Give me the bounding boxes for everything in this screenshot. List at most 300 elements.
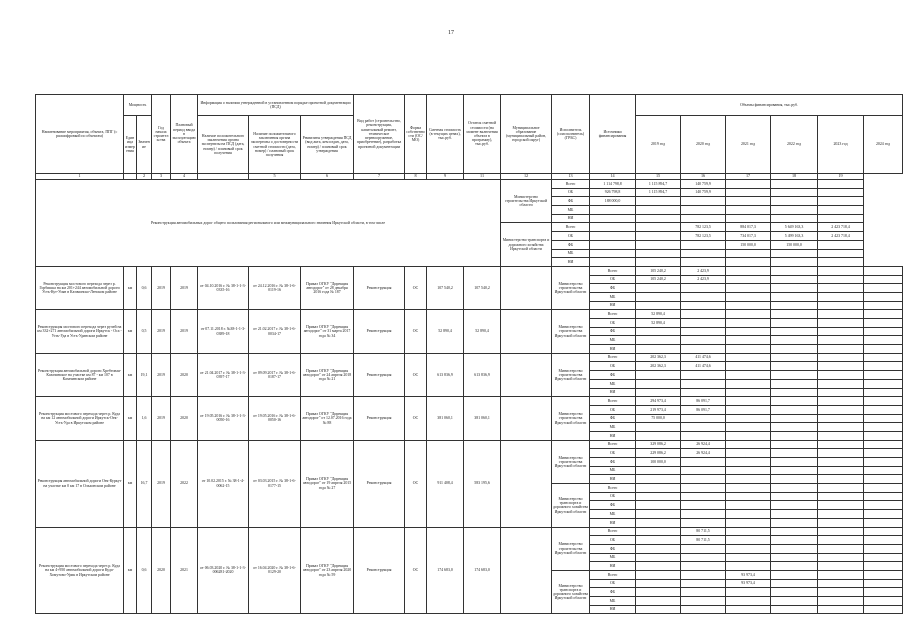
- work-type: Реконструкция: [354, 397, 405, 440]
- psd-approval: Приказ ОГКУ "Дирекция автодорог" от 23 апреля 2020 года № 59: [301, 527, 354, 614]
- page-number: 17: [448, 30, 454, 36]
- value-cell: [864, 458, 903, 467]
- value-cell: [681, 423, 726, 432]
- value-cell: 93 973,4: [726, 579, 771, 588]
- value-cell: [771, 466, 818, 475]
- value-cell: [681, 336, 726, 345]
- value-cell: 80 711,5: [681, 536, 726, 545]
- value-cell: [681, 379, 726, 388]
- value-cell: [726, 336, 771, 345]
- value-cell: [636, 431, 681, 440]
- expert-cost-conclusion: от 21.02.2017 г. № 38-1-6-0034-17: [249, 310, 301, 353]
- municipal-cell: [501, 353, 552, 396]
- value-cell: [681, 292, 726, 301]
- source-cell: ОБ: [590, 579, 636, 588]
- value-cell: [636, 492, 681, 501]
- source-cell: МБ: [590, 466, 636, 475]
- source-cell: ФБ: [590, 414, 636, 423]
- expert-conclusion: от 04.10.2016 г. № 38-1-1-3-0335-16: [198, 266, 249, 309]
- col-index: 1: [36, 174, 124, 180]
- value-cell: [864, 345, 903, 354]
- value-cell: [818, 579, 864, 588]
- value-cell: [681, 388, 726, 397]
- power-unit: км: [124, 440, 137, 527]
- value-cell: [636, 284, 681, 293]
- value-cell: [818, 284, 864, 293]
- source-cell: ОБ: [590, 405, 636, 414]
- value-cell: [864, 292, 903, 301]
- value-cell: [636, 475, 681, 484]
- value-cell: [681, 414, 726, 423]
- source-cell: Всего: [552, 180, 590, 189]
- value-cell: 140 759,9: [681, 188, 726, 197]
- value-cell: [818, 249, 864, 258]
- value-cell: [818, 423, 864, 432]
- col-index: 9: [427, 174, 464, 180]
- value-cell: [681, 345, 726, 354]
- value-cell: 140 759,9: [681, 180, 726, 189]
- value-cell: [864, 570, 903, 579]
- municipal-cell: [501, 310, 552, 353]
- value-cell: [864, 371, 903, 380]
- object-name: Реконструкция автомобильной дороги Хребтовая-Казачинское на участке км 87 - км 107 в Казачинском районе: [36, 353, 124, 396]
- expert-cost-conclusion: от 24.12.2016 г. № 38-1-6-0119-16: [249, 266, 301, 309]
- cost-balance: 613 836,9: [464, 353, 501, 396]
- source-cell: ФБ: [590, 371, 636, 380]
- value-cell: [636, 292, 681, 301]
- year-start: 2019: [152, 440, 171, 527]
- value-cell: [818, 292, 864, 301]
- value-cell: [818, 588, 864, 597]
- cost-balance: 107 540,2: [464, 266, 501, 309]
- value-cell: [864, 319, 903, 328]
- value-cell: [726, 553, 771, 562]
- value-cell: [864, 379, 903, 388]
- value-cell: [818, 319, 864, 328]
- table-row: [36, 353, 903, 362]
- hdr-approval: Реквизиты утверждения ПСД (вид акта, кем издан, дата, номер) / плановый срок утверждения: [301, 116, 354, 174]
- hdr-name: Наименование мероприятия, объекта, ППГ (с расшифровкой по объектам): [36, 95, 124, 174]
- value-cell: [681, 475, 726, 484]
- value-cell: [771, 180, 818, 189]
- col-index: 2: [137, 174, 152, 180]
- expert-conclusion: от 10.02.2015 г. № 38-1-4-0062-15: [198, 440, 249, 527]
- hdr-power: Мощность: [124, 95, 152, 116]
- value-cell: [771, 310, 818, 319]
- hdr-source: Источники финансирования: [590, 95, 636, 174]
- work-type: Реконструкция: [354, 266, 405, 309]
- commission-year: 2022: [171, 440, 198, 527]
- value-cell: [726, 605, 771, 614]
- value-cell: [636, 371, 681, 380]
- col-index: 3: [152, 174, 171, 180]
- value-cell: [636, 379, 681, 388]
- expert-cost-conclusion: от 09.09.2017 г. № 38-1-6-0187-17: [249, 353, 301, 396]
- value-cell: [636, 579, 681, 588]
- value-cell: [590, 249, 636, 258]
- col-index: 19: [818, 174, 864, 180]
- value-cell: [726, 544, 771, 553]
- value-cell: [636, 562, 681, 571]
- value-cell: [771, 327, 818, 336]
- value-cell: [818, 492, 864, 501]
- source-cell: МБ: [590, 423, 636, 432]
- value-cell: 411 474,6: [681, 362, 726, 371]
- value-cell: [864, 510, 903, 519]
- work-type: Реконструкция: [354, 353, 405, 396]
- value-cell: 1 115 894,7: [636, 180, 681, 189]
- value-cell: [726, 275, 771, 284]
- value-cell: [864, 553, 903, 562]
- value-cell: [818, 371, 864, 380]
- municipal-cell: [501, 527, 552, 614]
- value-cell: [726, 466, 771, 475]
- value-cell: [726, 249, 771, 258]
- value-cell: [681, 466, 726, 475]
- hdr-info-group: Информация о наличии утвержденной в установленном порядке проектной документации (ПСД): [198, 95, 354, 116]
- hdr-year-2021: 2021 год: [726, 116, 771, 174]
- source-cell: ФБ: [590, 588, 636, 597]
- ownership: ОС: [405, 266, 427, 309]
- value-cell: [636, 518, 681, 527]
- value-cell: [771, 345, 818, 354]
- value-cell: [818, 206, 864, 215]
- value-cell: 202 362,3: [636, 362, 681, 371]
- value-cell: [818, 440, 864, 449]
- value-cell: [636, 327, 681, 336]
- value-cell: [726, 527, 771, 536]
- value-cell: 2 423 718,4: [818, 223, 864, 232]
- value-cell: [636, 223, 681, 232]
- source-cell: МБ: [552, 206, 590, 215]
- value-cell: [771, 206, 818, 215]
- value-cell: [636, 544, 681, 553]
- value-cell: [636, 597, 681, 606]
- value-cell: 5 499 163,3: [771, 232, 818, 241]
- commission-year: 2019: [171, 266, 198, 309]
- value-cell: [681, 197, 726, 206]
- source-cell: МБ: [590, 510, 636, 519]
- source-cell: МБ: [590, 379, 636, 388]
- value-cell: [681, 240, 726, 249]
- value-cell: [726, 475, 771, 484]
- value-cell: 782 123,5: [681, 223, 726, 232]
- value-cell: [864, 275, 903, 284]
- hdr-year-2024: 2024 год: [864, 116, 903, 174]
- value-cell: [681, 562, 726, 571]
- value-cell: [681, 431, 726, 440]
- value-cell: [726, 371, 771, 380]
- value-cell: [590, 206, 636, 215]
- value-cell: [771, 518, 818, 527]
- value-cell: [818, 544, 864, 553]
- table-row: [36, 266, 903, 275]
- value-cell: [771, 544, 818, 553]
- cost-balance: 381 060,1: [464, 397, 501, 440]
- value-cell: [726, 440, 771, 449]
- value-cell: [771, 371, 818, 380]
- value-cell: [864, 431, 903, 440]
- value-cell: [681, 301, 726, 310]
- col-index: 13: [552, 174, 590, 180]
- value-cell: [681, 510, 726, 519]
- value-cell: [864, 440, 903, 449]
- value-cell: [726, 327, 771, 336]
- value-cell: [681, 371, 726, 380]
- hdr-year-2020: 2020 год: [681, 116, 726, 174]
- value-cell: [864, 310, 903, 319]
- work-type: Реконструкция: [354, 310, 405, 353]
- value-cell: [681, 605, 726, 614]
- value-cell: [771, 258, 818, 267]
- value-cell: [818, 527, 864, 536]
- hdr-balance: Остаток сметной стоимости (на момент включения объекта в программу), тыс.руб.: [464, 95, 501, 174]
- value-cell: [818, 484, 864, 493]
- value-cell: [771, 440, 818, 449]
- value-cell: [818, 570, 864, 579]
- value-cell: [864, 336, 903, 345]
- source-cell: ОБ: [590, 362, 636, 371]
- value-cell: [726, 458, 771, 467]
- value-cell: [771, 570, 818, 579]
- value-cell: [771, 449, 818, 458]
- financing-table: [35, 94, 903, 614]
- value-cell: [864, 579, 903, 588]
- value-cell: 86 091,7: [681, 405, 726, 414]
- value-cell: [636, 388, 681, 397]
- value-cell: [771, 605, 818, 614]
- value-cell: [681, 214, 726, 223]
- estimated-cost: 911 408,4: [427, 440, 464, 527]
- value-cell: 782 123,5: [681, 232, 726, 241]
- value-cell: [771, 510, 818, 519]
- value-cell: [818, 379, 864, 388]
- executor-cell: Министерство строительства Иркутской области: [552, 353, 590, 396]
- ownership: ОС: [405, 440, 427, 527]
- value-cell: [726, 214, 771, 223]
- value-cell: [771, 319, 818, 328]
- value-cell: [636, 536, 681, 545]
- value-cell: [726, 301, 771, 310]
- expert-cost-conclusion: от 16.04.2020 г. № 38-1-6-0129-20: [249, 527, 301, 614]
- table-row: [36, 440, 903, 449]
- hdr-power-value: Значение: [137, 116, 152, 174]
- col-index: 12: [501, 174, 552, 180]
- value-cell: [818, 605, 864, 614]
- value-cell: [636, 345, 681, 354]
- value-cell: [864, 518, 903, 527]
- value-cell: [771, 266, 818, 275]
- value-cell: [726, 206, 771, 215]
- value-cell: [636, 423, 681, 432]
- value-cell: [864, 362, 903, 371]
- source-cell: Всего: [552, 223, 590, 232]
- hdr-executor: Исполнитель (соисполнитель) (ГРБС): [552, 95, 590, 174]
- value-cell: 2 423,9: [681, 266, 726, 275]
- estimated-cost: 381 060,1: [427, 397, 464, 440]
- table-row: [36, 527, 903, 536]
- value-cell: 150 000,0: [771, 240, 818, 249]
- value-cell: [771, 362, 818, 371]
- source-cell: ОБ: [552, 232, 590, 241]
- value-cell: [818, 275, 864, 284]
- source-cell: МБ: [590, 336, 636, 345]
- value-cell: [636, 206, 681, 215]
- hdr-work-type: Вид работ (строительство, реконструкция, капитальный ремонт, техническое перевооружение, приобретение), разработка проектной документации: [354, 95, 405, 174]
- value-cell: 926 798,8: [590, 188, 636, 197]
- source-cell: МБ: [590, 292, 636, 301]
- value-cell: 26 924,4: [681, 440, 726, 449]
- value-cell: [681, 501, 726, 510]
- value-cell: [726, 353, 771, 362]
- value-cell: 105 240,2: [636, 266, 681, 275]
- object-name: Реконструкция мостового перехода через р. Куда на км 4+950 автомобильной дороги Куда-Хомутово-Урик в Иркутском районе: [36, 527, 124, 614]
- value-cell: [771, 475, 818, 484]
- value-cell: [771, 301, 818, 310]
- value-cell: [771, 597, 818, 606]
- value-cell: [864, 327, 903, 336]
- col-index: 7: [354, 174, 405, 180]
- source-cell: НИ: [590, 475, 636, 484]
- estimated-cost: 107 540,2: [427, 266, 464, 309]
- value-cell: [864, 266, 903, 275]
- expert-conclusion: от 21.04.2017 г. № 38-1-1-3-0397-17: [198, 353, 249, 396]
- value-cell: 2 423,9: [681, 275, 726, 284]
- expert-conclusion: от 06.03.2020 г. № 38-1-1-3-006281-2020: [198, 527, 249, 614]
- source-cell: Всего: [590, 570, 636, 579]
- source-cell: ФБ: [590, 458, 636, 467]
- value-cell: 52 890,4: [636, 319, 681, 328]
- value-cell: [681, 327, 726, 336]
- value-cell: 411 474,6: [681, 353, 726, 362]
- value-cell: [771, 527, 818, 536]
- value-cell: [636, 466, 681, 475]
- value-cell: 80 711,5: [681, 527, 726, 536]
- value-cell: [818, 449, 864, 458]
- value-cell: [590, 232, 636, 241]
- value-cell: 52 890,4: [636, 310, 681, 319]
- year-start: 2020: [152, 527, 171, 614]
- value-cell: [726, 423, 771, 432]
- value-cell: 150 000,0: [726, 240, 771, 249]
- value-cell: [771, 188, 818, 197]
- col-index: 15: [636, 174, 681, 180]
- source-cell: ФБ: [552, 197, 590, 206]
- executor-cell: Министерство строительства Иркутской области: [552, 310, 590, 353]
- value-cell: [726, 292, 771, 301]
- value-cell: 202 362,3: [636, 353, 681, 362]
- value-cell: [636, 336, 681, 345]
- value-cell: [681, 553, 726, 562]
- power-value: 0,6: [137, 266, 152, 309]
- value-cell: [636, 301, 681, 310]
- source-cell: Всего: [590, 310, 636, 319]
- source-cell: НИ: [590, 605, 636, 614]
- source-cell: ОБ: [590, 536, 636, 545]
- value-cell: 734 017,3: [726, 232, 771, 241]
- source-cell: ФБ: [590, 327, 636, 336]
- hdr-ownership: Форма собственности (ОС/МО): [405, 95, 427, 174]
- expert-cost-conclusion: от 19.05.2016 г. № 38-1-6-0050-16: [249, 397, 301, 440]
- value-cell: [636, 214, 681, 223]
- value-cell: [864, 414, 903, 423]
- value-cell: [864, 536, 903, 545]
- value-cell: [771, 562, 818, 571]
- value-cell: [681, 492, 726, 501]
- value-cell: [726, 345, 771, 354]
- value-cell: [818, 458, 864, 467]
- value-cell: [864, 388, 903, 397]
- value-cell: [864, 397, 903, 406]
- value-cell: [771, 553, 818, 562]
- source-cell: НИ: [590, 345, 636, 354]
- source-cell: НИ: [590, 562, 636, 571]
- executor-cell: Министерство строительства Иркутской области: [552, 397, 590, 440]
- municipal-cell: [501, 440, 552, 527]
- value-cell: [864, 501, 903, 510]
- value-cell: [771, 292, 818, 301]
- hdr-volumes: Объемы финансирования, тыс.руб.: [636, 95, 903, 116]
- value-cell: [636, 553, 681, 562]
- value-cell: [726, 597, 771, 606]
- power-value: 0,5: [137, 310, 152, 353]
- value-cell: [636, 527, 681, 536]
- col-index: 11: [464, 174, 501, 180]
- source-cell: Всего: [590, 484, 636, 493]
- executor-cell: Министерство транспорта и дорожного хозяйства Иркутской области: [501, 223, 552, 266]
- value-cell: [636, 510, 681, 519]
- value-cell: [726, 388, 771, 397]
- value-cell: [864, 449, 903, 458]
- col-index: 6: [301, 174, 354, 180]
- value-cell: [771, 484, 818, 493]
- col-index: 8: [405, 174, 427, 180]
- executor-cell: Министерство транспорта и дорожного хозяйства Иркутской области: [552, 484, 590, 527]
- value-cell: [818, 414, 864, 423]
- hdr-year-2019: 2019 год: [636, 116, 681, 174]
- value-cell: 5 649 163,3: [771, 223, 818, 232]
- value-cell: [818, 597, 864, 606]
- ownership: ОС: [405, 353, 427, 396]
- ownership: ОС: [405, 397, 427, 440]
- value-cell: [864, 423, 903, 432]
- value-cell: [864, 527, 903, 536]
- value-cell: [864, 353, 903, 362]
- value-cell: [726, 188, 771, 197]
- value-cell: [726, 258, 771, 267]
- source-cell: Всего: [590, 397, 636, 406]
- table-row: [36, 180, 903, 189]
- value-cell: [726, 405, 771, 414]
- power-unit: км: [124, 353, 137, 396]
- source-cell: НИ: [590, 301, 636, 310]
- power-value: 19,1: [137, 353, 152, 396]
- source-cell: НИ: [590, 388, 636, 397]
- value-cell: [636, 605, 681, 614]
- source-cell: ФБ: [590, 544, 636, 553]
- ownership: ОС: [405, 310, 427, 353]
- source-cell: ОБ: [552, 188, 590, 197]
- value-cell: [818, 188, 864, 197]
- value-cell: [771, 536, 818, 545]
- value-cell: [726, 197, 771, 206]
- value-cell: [771, 588, 818, 597]
- value-cell: [818, 258, 864, 267]
- value-cell: [681, 310, 726, 319]
- year-start: 2019: [152, 310, 171, 353]
- power-value: 16,7: [137, 440, 152, 527]
- hdr-expert-pos: Наличие положительного заключения органа экспертизы на ПСД (дата, номер) / плановый срок получения: [198, 116, 249, 174]
